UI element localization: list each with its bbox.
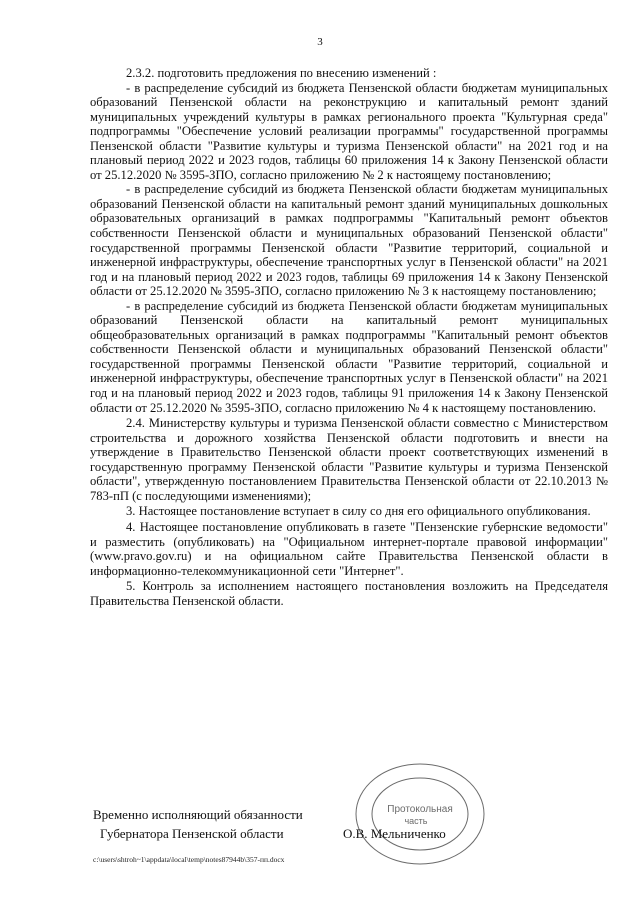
signature-position-line2: Губернатора Пензенской области (100, 826, 284, 841)
signature-position-line1: Временно исполняющий обязанности (93, 807, 303, 822)
paragraph-subsidy-culture: - в распределение субсидий из бюджета Пензенской области бюджетам муниципальных образований Пензенской области на реконструкцию и капитальный ремонт зданий муниципальных учреждений культуры в рамках регионального проекта "Культурная среда" подпрограммы "Обеспечение условий реализации программы" государственной программы Пензенской области "Развитие культуры и туризма Пензенской области" на 2021 год и на плановый период 2022 и 2023 годов, таблицы 60 приложения 14 к Закону Пензенской области от 25.12.2020 № 3595-ЗПО, согласно приложению № 2 к настоящему постановлению; (90, 80, 608, 182)
paragraph-2-4: 2.4. Министерству культуры и туризма Пензенской области совместно с Министерством строительства и дорожного хозяйства Пензенской области подготовить и внести на утверждение в Правительство Пензенской области проект соответствующих изменений в государственную программу Пензенской области "Развитие культуры и туризма Пензенской области", утвержденную постановлением Правительства Пензенской области от 22.10.2013 № 783-пП (с последующими изменениями); (90, 416, 608, 503)
paragraph-subsidy-schools: - в распределение субсидий из бюджета Пензенской области бюджетам муниципальных образований Пензенской области на капитальный ремонт муниципальных общеобразовательных организаций в рамках подпрограммы "Капитальный ремонт объектов собственности Пензенской области и муниципальных образований Пензенской области" государственной программы Пензенской области "Развитие территорий, социальной и инженерной инфраструктуры, обеспечение транспортных услуг в Пензенской области" на 2021 год и на плановый период 2022 и 2023 годов, таблицы 91 приложения 14 к Закону Пензенской области от 25.12.2020 № 3595-ЗПО, согласно приложению № 4 к настоящему постановлению. (90, 298, 608, 415)
page-number: 3 (317, 36, 323, 48)
stamp-text-1: Протокольная (387, 804, 453, 815)
paragraph-4: 4. Настоящее постановление опубликовать в газете "Пензенские губернские ведомости" и разместить (опубликовать) на "Официальном интернет-портале правовой информации" (www.pravo.gov.ru) и на официальном сайте Правительства Пензенской области в информационно-телекоммуникационной сети "Интернет". (90, 519, 608, 578)
signature-name: О.В. Мельниченко (343, 826, 446, 841)
stamp-text-2: часть (404, 816, 428, 826)
document-body (90, 66, 608, 608)
paragraph-subsidy-preschool: - в распределение субсидий из бюджета Пензенской области бюджетам муниципальных образований Пензенской области на капитальный ремонт зданий муниципальных дошкольных образовательных организаций в рамках подпрограммы "Капитальный ремонт объектов собственности Пензенской области и муниципальных образований Пензенской области" государственной программы Пензенской области "Развитие территорий, социальной и инженерной инфраструктуры, обеспечение транспортных услуг в Пензенской области" на 2021 год и на плановый период 2022 и 2023 годов, таблицы 69 приложения 14 к Закону Пензенской области от 25.12.2020 № 3595-ЗПО, согласно приложению № 3 к настоящему постановлению; (90, 182, 608, 299)
paragraph-2-3-2: 2.3.2. подготовить предложения по внесению изменений : (126, 66, 437, 80)
stamp-seal (336, 758, 496, 868)
file-path: c:\users\shtroh~1\appdata\local\temp\notes87944b\357-пп.docx (93, 855, 285, 864)
paragraph-3: 3. Настоящее постановление вступает в силу со дня его официального опубликования. (126, 504, 591, 519)
paragraph-5: 5. Контроль за исполнением настоящего постановления возложить на Председателя Правительства Пензенской области. (90, 579, 608, 608)
